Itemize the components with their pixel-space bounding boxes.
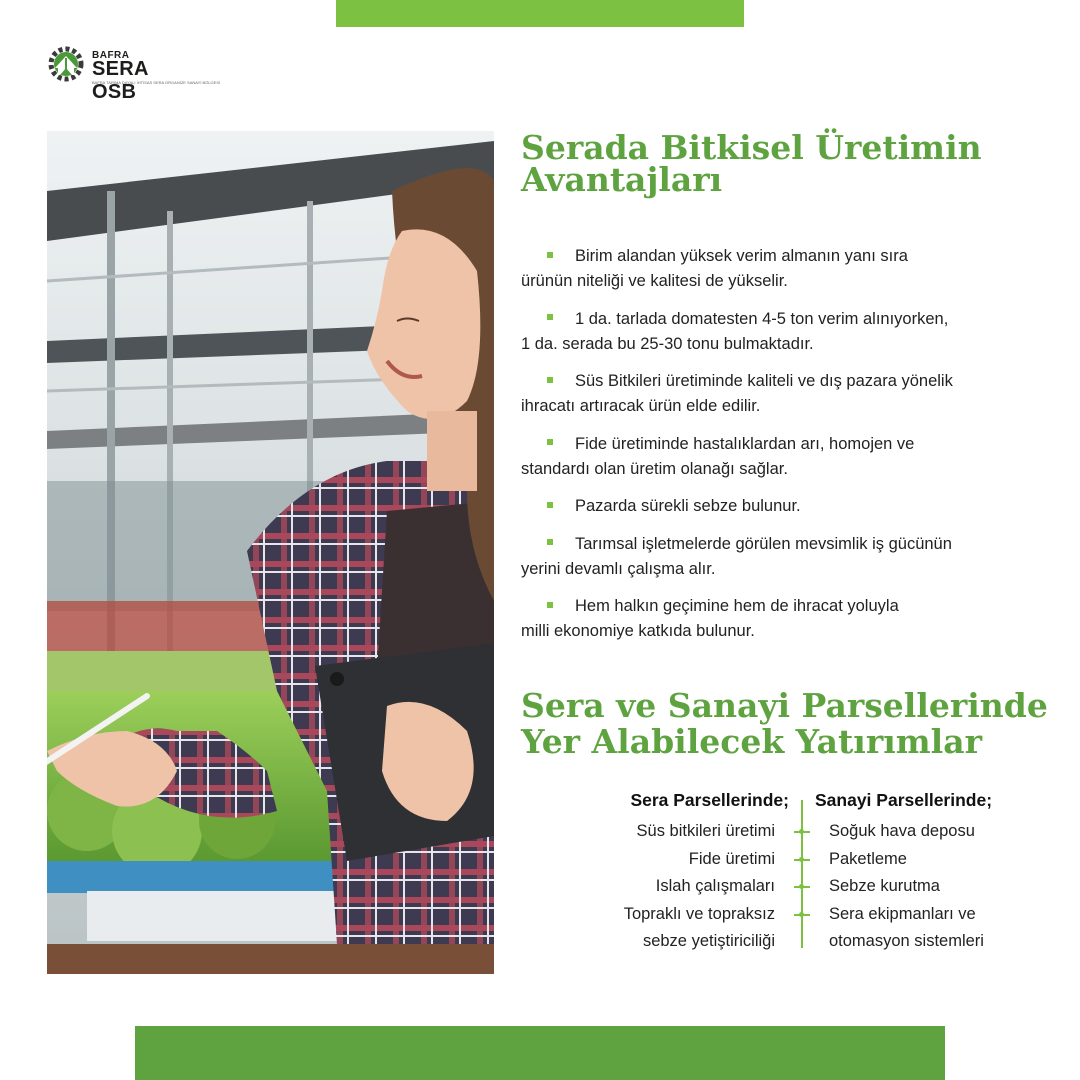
list-item: Tarımsal işletmelerde görülen mevsimlik iş gücünün yerini devamlı çalışma alır. — [521, 534, 952, 578]
logo — [46, 44, 221, 103]
logo-sub-text: BAFRA TARIMA DAYALI İHTİSAS SERA ORGANİZE SANAYİ BÖLGESİ — [92, 80, 221, 85]
bottom-accent-bar — [135, 1026, 945, 1080]
section2-title-line2: Yer Alabilecek Yatırımlar — [521, 722, 982, 761]
list-item: Soğuk hava deposu — [829, 822, 975, 840]
list-item: Sera ekipmanları ve — [829, 904, 976, 923]
list-item: Islah çalışmaları — [655, 877, 775, 896]
list-item: Fide üretiminde hastalıklardan arı, homojen ve standardı olan üretim olanağı sağlar. — [521, 434, 915, 478]
bullet-square-icon — [547, 439, 553, 445]
section1-title-line2: Avantajları — [521, 160, 723, 199]
bullet-square-icon — [547, 539, 553, 545]
list-item: Fide üretimi — [688, 849, 775, 868]
greenhouse-photo — [47, 131, 494, 974]
woman-with-tablet-photo-icon — [47, 131, 494, 974]
section2-title — [521, 688, 1061, 760]
sera-parcels-list — [624, 818, 775, 956]
advantages-list — [521, 244, 1041, 657]
list-item: Hem halkın geçimine hem de ihracat yoluyla milli ekonomiye katkıda bulunur. — [521, 597, 899, 640]
section1-title-line1: Serada Bitkisel Üretimin — [521, 128, 982, 167]
sera-parcels-heading: Sera Parsellerinde; — [630, 790, 789, 810]
list-item: Süs bitkileri üretimi — [636, 822, 775, 840]
list-item: Sebze kurutma — [829, 877, 940, 896]
bullet-square-icon — [547, 252, 553, 258]
list-item: Topraklı ve topraksız — [623, 904, 775, 923]
list-item: Paketleme — [829, 849, 907, 868]
list-item: otomasyon sistemleri — [829, 932, 984, 951]
bullet-square-icon — [547, 314, 553, 320]
industry-parcels-list — [829, 818, 984, 956]
logo-main-text: SERA OSB — [92, 58, 149, 103]
list-item: sebze yetiştiriciliği — [642, 932, 775, 951]
timeline-divider — [801, 800, 803, 948]
timeline-dot — [799, 857, 804, 862]
timeline-dot — [799, 829, 804, 834]
bullet-square-icon — [547, 502, 553, 508]
list-item: Süs Bitkileri üretiminde kaliteli ve dış pazara yönelik ihracatı artıracak ürün elde edilir. — [521, 372, 953, 415]
bullet-square-icon — [547, 602, 553, 608]
logo-top-text: BAFRA — [92, 50, 130, 61]
section1-title — [521, 128, 1041, 199]
top-accent-bar — [336, 0, 744, 27]
timeline-dot — [799, 884, 804, 889]
list-item: Pazarda sürekli sebze bulunur. — [521, 494, 1041, 519]
industry-parcels-heading: Sanayi Parsellerinde; — [815, 790, 993, 810]
bullet-square-icon — [547, 377, 553, 383]
list-item: 1 da. tarlada domatesten 4-5 ton verim alınıyorken, 1 da. serada bu 25-30 tonu bulmaktadır. — [521, 309, 949, 353]
timeline-dot — [799, 912, 804, 917]
gear-greenhouse-icon — [46, 44, 86, 84]
list-item: Birim alandan yüksek verim almanın yanı sıra ürünün niteliği ve kalitesi de yükselir. — [521, 247, 908, 290]
section2-title-line1: Sera ve Sanayi Parsellerinde — [521, 686, 1048, 725]
